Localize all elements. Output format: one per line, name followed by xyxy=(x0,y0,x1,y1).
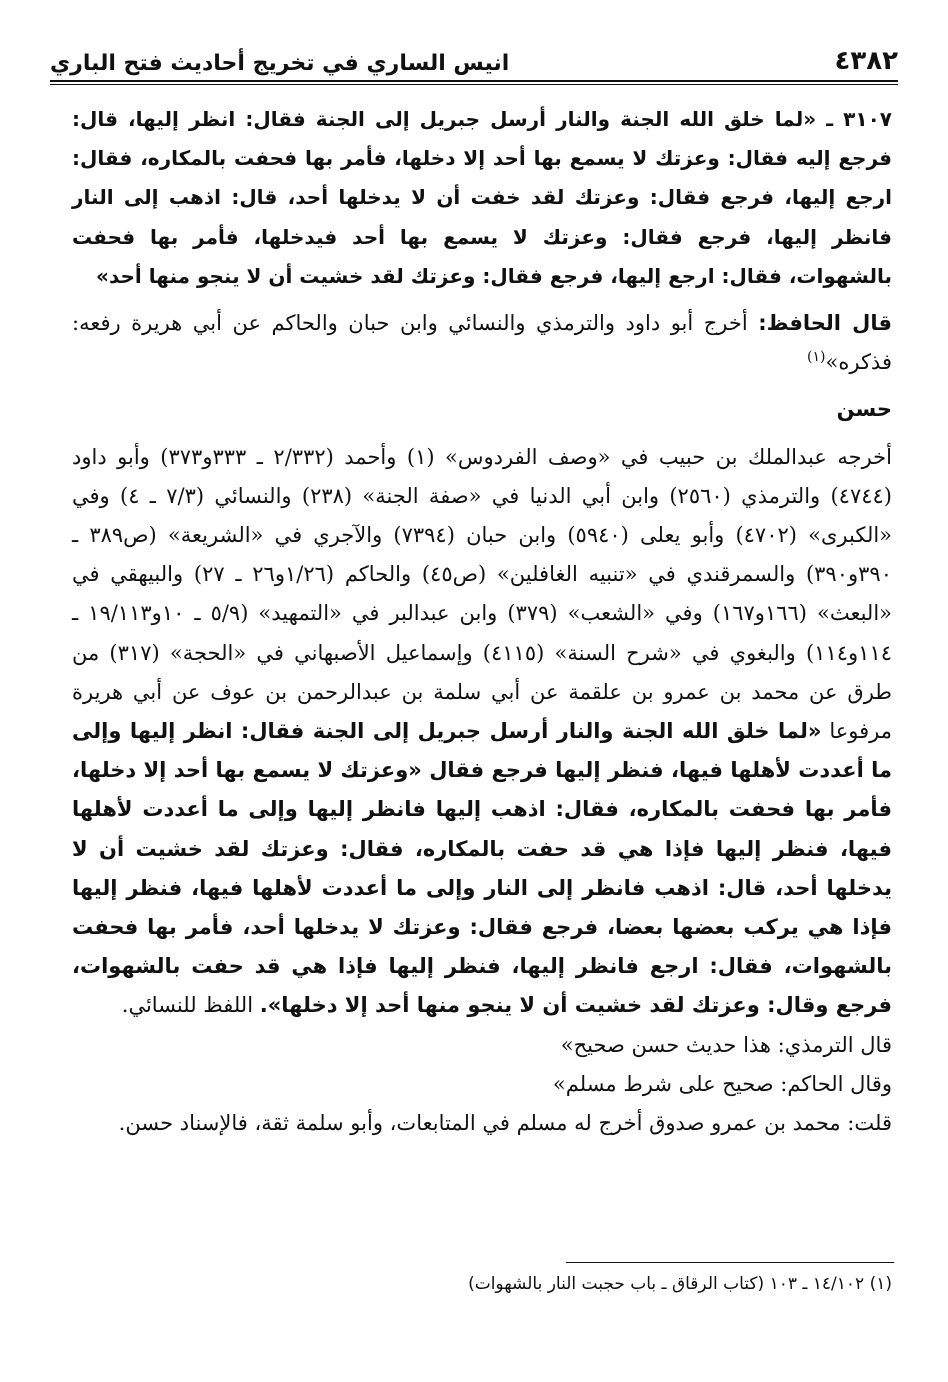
hafiz-label: قال الحافظ: xyxy=(758,311,892,336)
conclusion: قلت: محمد بن عمرو صدوق أخرج له مسلم في المتابعات، وأبو سلمة ثقة، فالإسناد حسن. xyxy=(118,1111,892,1136)
hadith-number: ٣١٠٧ ـ xyxy=(826,107,892,131)
takhrij-paragraph xyxy=(72,438,892,1026)
footnote-separator xyxy=(566,1262,894,1263)
footnote: (١) ١٤/١٠٢ ـ ١٠٣ (كتاب الرقاق ـ باب حجبت النار بالشهوات) xyxy=(468,1274,892,1294)
running-title: انيس الساري في تخريج أحاديث فتح الباري xyxy=(50,51,510,76)
quote-hakim: وقال الحاكم: صحيح على شرط مسلم» xyxy=(552,1071,892,1096)
footnote-ref: (١) xyxy=(807,349,826,366)
page-body xyxy=(72,100,892,1143)
hadith-matn: «لما خلق الله الجنة والنار أرسل جبريل إلى الجنة فقال: انظر إليها، قال: فرجع إليه فقال: وعزتك لا يسمع بها أحد إلا دخلها، فأمر بها فحفت بالمكاره، فقال: ارجع إليها، فرجع فقال: وعزتك لقد خفت أن لا يدخلها أحد، قال: اذهب إلى النار فانظر إليها، فرجع فقال: وعزتك لا يسمع بها أحد فيدخلها، فأمر بها فحفت بالشهوات، فقال: ارجع إليها، فرجع فقال: وعزتك لقد خشيت أن لا ينجو منها أحد» xyxy=(72,107,892,288)
hafiz-text: أخرج أبو داود والترمذي والنسائي وابن حبان والحاكم عن أبي هريرة رفعه: فذكره» xyxy=(72,311,892,375)
hadith-text xyxy=(72,100,892,296)
header-rule-thin xyxy=(50,84,898,85)
takhrij-matn: «لما خلق الله الجنة والنار أرسل جبريل إلى الجنة فقال: انظر إليها وإلى ما أعددت لأهلها فيها، فنظر إليها فرجع فقال «وعزتك لا يسمع بها أحد إلا دخلها، فأمر بها فحفت بالمكاره، فقال: اذهب إليها فانظر إليها وإلى ما أعددت لأهلها فيها، فنظر إليها فإذا هي قد حفت بالمكاره، فقال: وعزتك لقد خشيت أن لا يدخلها أحد، قال: اذهب فانظر إلى النار وإلى ما أعددت لأهلها فيها، فنظر إليها فإذا هي يركب بعضها بعضا، فرجع فقال: وعزتك لا يدخلها أحد، فأمر بها فحفت بالشهوات، فقال: ارجع فانظر إليها، فنظر إليها فإذا هي قد حفت بالشهوات، فرجع وقال: وعزتك لقد خشيت أن لا ينجو منها أحد إلا دخلها». xyxy=(72,719,892,1018)
hafiz-statement xyxy=(72,304,892,382)
grade: حسن xyxy=(836,397,892,422)
page-number: ٤٣٨٢ xyxy=(834,46,898,76)
header-rule xyxy=(50,80,898,82)
takhrij-tail: اللفظ للنسائي. xyxy=(121,993,260,1018)
quote-tirmidhi: قال الترمذي: هذا حديث حسن صحيح» xyxy=(560,1032,892,1057)
page-header xyxy=(50,32,898,76)
takhrij-plain: أخرجه عبدالملك بن حبيب في «وصف الفردوس» (١) وأحمد (٢/٣٣٢ ـ ٣٣٣و٣٧٣) وأبو داود (٤٧٤٤) والترمذي (٢٥٦٠) وابن أبي الدنيا في «صفة الجنة» (٢٣٨) والنسائي (٧/٣ ـ ٤) وفي «الكبرى» (٤٧٠٢) وأبو يعلى (٥٩٤٠) وابن حبان (٧٣٩٤) والآجري في «الشريعة» (ص٣٨٩ ـ ٣٩٠و٣٩٠) والسمرقندي في «تنبيه الغافلين» (ص٤٥) والحاكم (١/٢٦و٢٦ ـ ٢٧) والبيهقي في «البعث» (١٦٦و١٦٧) وفي «الشعب» (٣٧٩) وابن عبدالبر في «التمهيد» (٥/٩ ـ ١٠و١٩/١١٣ ـ ١١٤و١١٤) والبغوي في «شرح السنة» (٤١١٥) وإسماعيل الأصبهاني في «الحجة» (٣١٧) من طرق عن محمد بن عمرو بن علقمة عن أبي سلمة بن عبدالرحمن بن عوف عن أبي هريرة مرفوعا xyxy=(72,444,893,744)
